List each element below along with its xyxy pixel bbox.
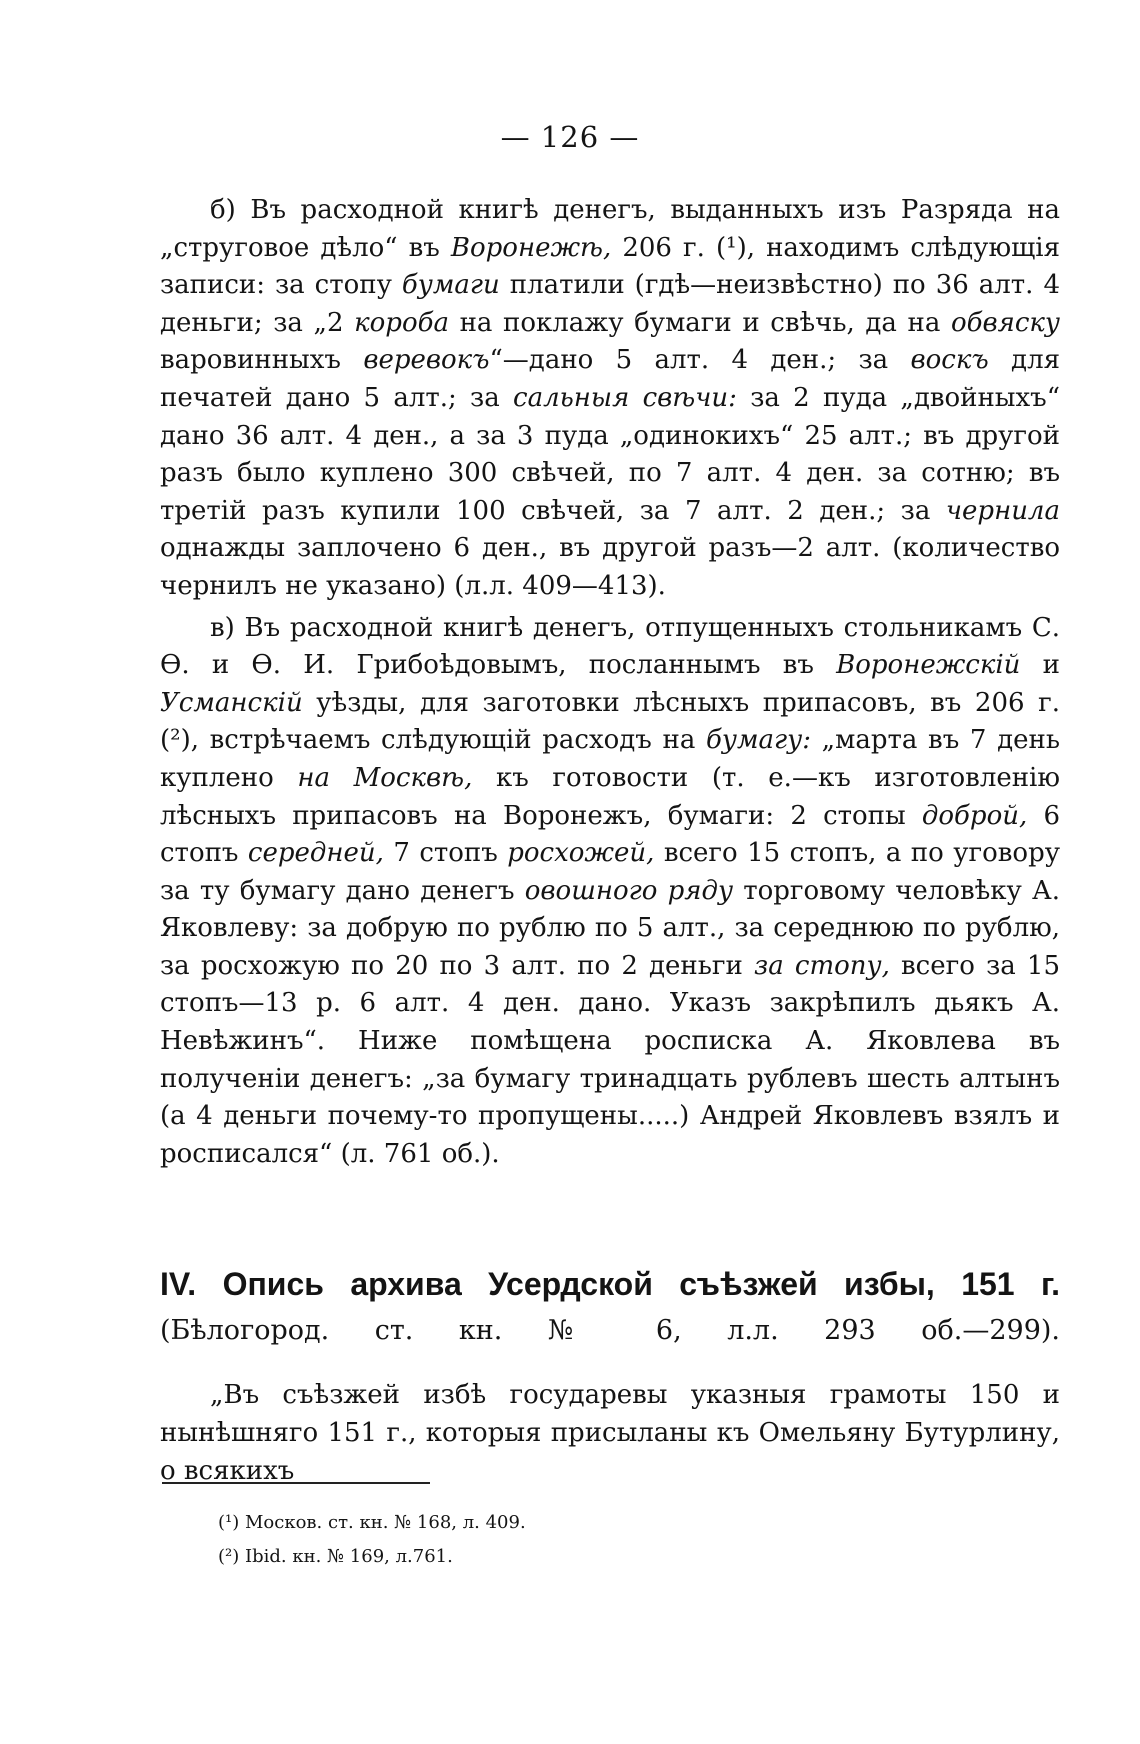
text-run: платили (гдѣ—неизвѣстно) по 36 алт. 4 деньги; за „2	[160, 270, 1060, 338]
body-text	[160, 192, 1060, 1173]
text-run: всего 15 стопъ, а по уговору за ту бумагу дано денегъ	[160, 838, 1061, 906]
footnote-2: (²) Ibid. кн. № 169, л.761.	[218, 1546, 453, 1567]
italic-text: бумагу:	[706, 725, 811, 756]
italic-text: воскъ	[910, 345, 989, 376]
italic-text: за стопу,	[754, 950, 890, 981]
italic-text: доброй,	[921, 800, 1028, 831]
section-paragraph	[160, 1376, 1060, 1490]
text-run: 206 г. (¹), находимъ слѣдующія записи: за стопу	[160, 232, 1061, 301]
italic-text: Воронежскій	[836, 650, 1021, 681]
italic-text: чернила	[945, 495, 1060, 526]
italic-text: веревокъ	[363, 345, 490, 376]
section-title: IV. Опись архива Усердской съѣзжей избы, 151 г. (Бѣлогород. ст. кн. № 6, л.л. 293 об.—299).	[160, 1266, 1060, 1346]
footnote-divider	[162, 1482, 430, 1484]
italic-text: сальныя свѣчи:	[513, 382, 737, 413]
text-run: б) Въ расходной книгѣ денегъ, выданныхъ изъ Разряда на „струговое дѣло“ въ	[160, 195, 1060, 263]
text-run: варовинныхъ	[160, 345, 364, 376]
paragraph-v	[160, 610, 1060, 1174]
section-paragraph-text: „Въ съѣзжей избѣ государевы указныя грамоты 150 и нынѣшняго 151 г., которыя присыланы къ Омельяну Бутурлину, о всякихъ	[160, 1380, 1060, 1486]
page-number: — 126 —	[500, 120, 640, 154]
text-run: за 2 пуда „двойныхъ“ дано 36 алт. 4 ден., а за 3 пуда „одинокихъ“ 25 алт.; въ другой разъ было куплено 300 свѣчей, по 7 алт. 4 ден. за сотню; въ третій разъ купили 100 свѣчей, за 7 алт. 2 ден.; за	[160, 382, 1060, 526]
italic-text: росхожей,	[507, 838, 655, 869]
text-run: на поклажу бумаги и свѣчь, да на	[448, 307, 951, 338]
italic-text: короба	[354, 307, 449, 338]
text-run: для печатей дано 5 алт.; за	[160, 345, 1060, 413]
italic-text: Воронежѣ,	[450, 232, 612, 263]
text-run: “—дано 5 алт. 4 ден.; за	[489, 345, 911, 376]
paragraph-b	[160, 192, 1060, 606]
footnotes	[218, 1506, 918, 1574]
text-run: уѣзды, для заготовки лѣсныхъ припасовъ, въ 206 г. (²), встрѣчаемъ слѣдующій расходъ на	[160, 687, 1060, 756]
text-run: всего за 15 стопъ—13 р. 6 алт. 4 ден. дано. Указъ закрѣпилъ дьякъ А. Невѣжинъ“. Ниже помѣщена росписка А. Яковлева въ полученіи денегъ: „за бумагу тринадцать рублевъ шесть алтынъ (а 4 деньги почему-то пропущены.....) Андрей Яковлевъ взялъ и росписался“ (л. 761 об.).	[160, 950, 1060, 1169]
footnote-1: (¹) Москов. ст. кн. № 168, л. 409.	[218, 1512, 526, 1533]
text-run: однажды заплочено 6 ден., въ другой разъ—2 алт. (количество чернилъ не указано) (л.л. 409—413).	[160, 533, 1060, 601]
italic-text: Усманскій	[160, 687, 303, 718]
italic-text: бумаги	[401, 270, 500, 301]
text-run: 6 стопъ	[160, 800, 1060, 869]
italic-text: овошного ряду	[524, 875, 734, 906]
italic-text: середней,	[247, 838, 384, 869]
text-run: „марта въ 7 день куплено	[160, 725, 1061, 793]
text-run: торговому человѣку А. Яковлеву: за добрую по рублю по 5 алт., за середнюю по рублю, за росхожую по 20 по 3 алт. по 2 деньги	[160, 875, 1060, 981]
section-source: (Бѣлогород. ст. кн. № 6, л.л. 293 об.—299).	[160, 1315, 1060, 1346]
text-run: 7 стопъ	[383, 838, 508, 869]
italic-text: обвяску	[950, 307, 1061, 338]
italic-text: на Москвѣ,	[297, 762, 473, 793]
text-run: къ готовости (т. е.—къ изготовленію лѣсныхъ припасовъ на Воронежъ, бумаги: 2 стопы	[160, 762, 1061, 831]
text-run: в) Въ расходной книгѣ денегъ, отпущенныхъ стольникамъ С. Ѳ. и Ѳ. И. Грибоѣдовымъ, посланнымъ въ	[160, 612, 1060, 681]
section-iv-heading	[160, 1262, 1060, 1353]
text-run: и	[1020, 650, 1061, 681]
